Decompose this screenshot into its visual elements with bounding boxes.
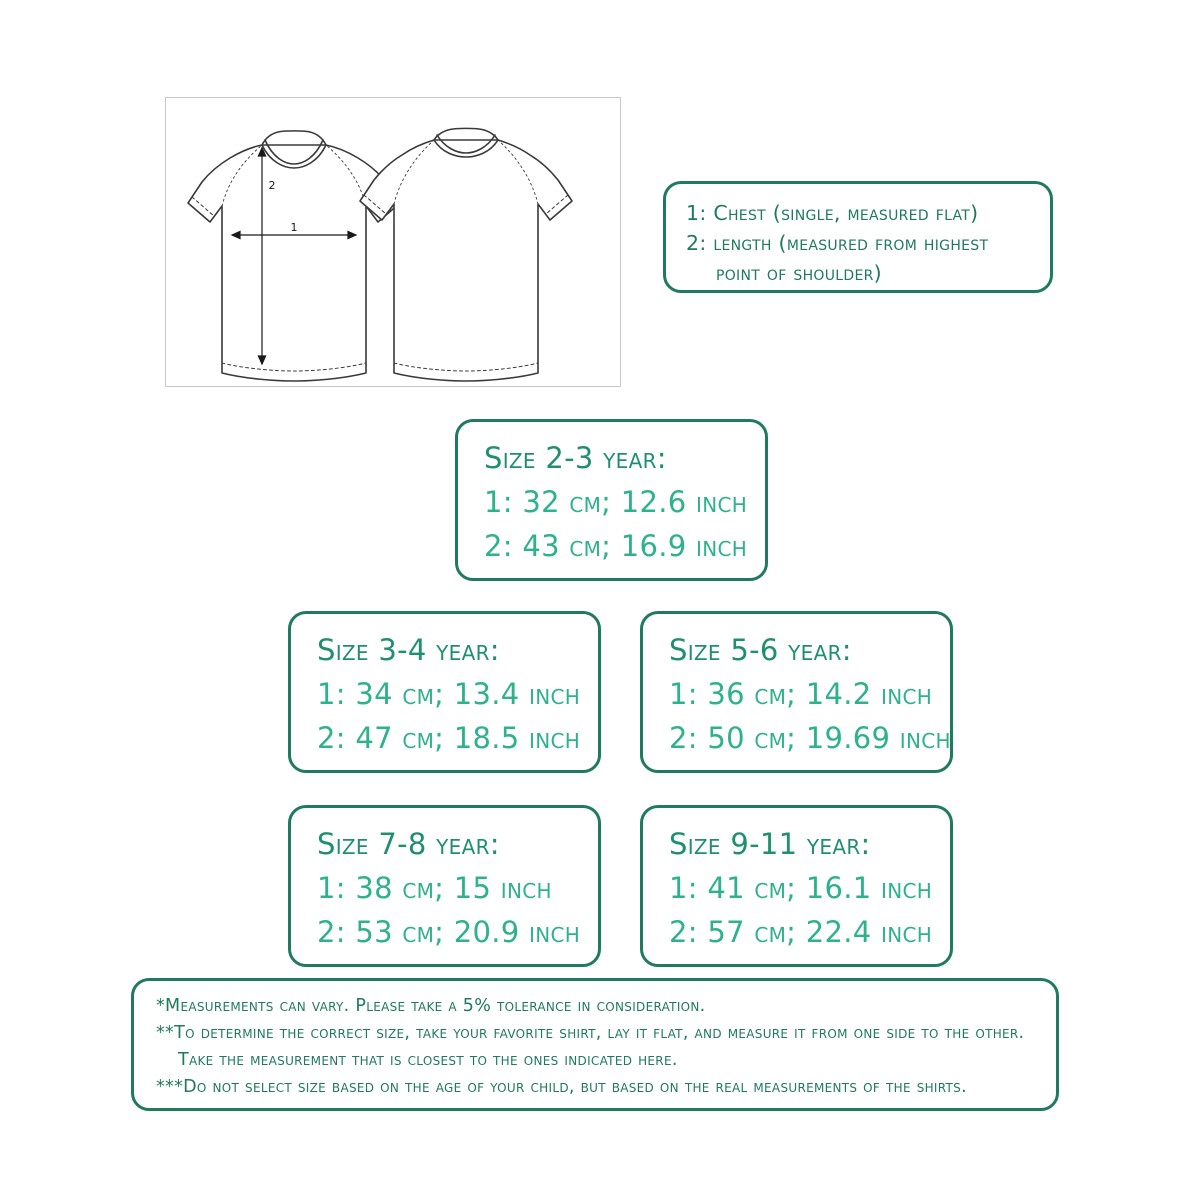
size-card-length: 2: 53 cm; 20.9 inch xyxy=(317,915,581,949)
legend-line-3: point of shoulder) xyxy=(716,261,882,285)
legend-line-2: 2: length (measured from highest xyxy=(686,231,989,255)
size-card-title: Size 3-4 year: xyxy=(317,633,500,667)
length-measure-label: 2 xyxy=(268,179,276,192)
size-card-chest: 1: 34 cm; 13.4 inch xyxy=(317,677,581,711)
size-card-5-6-year xyxy=(640,611,953,773)
size-card-2-3-year xyxy=(455,419,768,581)
size-card-length: 2: 43 cm; 16.9 inch xyxy=(484,529,748,563)
size-card-title: Size 5-6 year: xyxy=(669,633,852,667)
tshirt-measurement-diagram xyxy=(165,97,621,387)
size-card-chest: 1: 38 cm; 15 inch xyxy=(317,871,552,905)
footnote-line-1: *Measurements can vary. Please take a 5% tolerance in consideration. xyxy=(156,996,706,1016)
size-card-title: Size 2-3 year: xyxy=(484,441,667,475)
measurement-legend-box xyxy=(663,181,1053,293)
size-card-7-8-year xyxy=(288,805,601,967)
footnotes-box xyxy=(131,978,1059,1111)
size-card-9-11-year xyxy=(640,805,953,967)
chest-measure-label: 1 xyxy=(290,221,298,234)
size-card-chest: 1: 32 cm; 12.6 inch xyxy=(484,485,748,519)
footnote-line-2: **To determine the correct size, take your favorite shirt, lay it flat, and measure it from one side to the other. xyxy=(156,1023,1025,1043)
footnote-line-4: ***Do not select size based on the age of your child, but based on the real measurements of the shirts. xyxy=(156,1077,967,1097)
legend-line-1: 1: Chest (single, measured flat) xyxy=(686,201,979,225)
size-card-title: Size 7-8 year: xyxy=(317,827,500,861)
size-card-title: Size 9-11 year: xyxy=(669,827,871,861)
size-card-length: 2: 50 cm; 19.69 inch xyxy=(669,721,951,755)
tshirt-diagram-svg xyxy=(166,98,620,386)
size-card-chest: 1: 36 cm; 14.2 inch xyxy=(669,677,933,711)
size-card-length: 2: 47 cm; 18.5 inch xyxy=(317,721,581,755)
footnote-line-3: Take the measurement that is closest to the ones indicated here. xyxy=(178,1050,678,1070)
size-card-3-4-year xyxy=(288,611,601,773)
size-card-length: 2: 57 cm; 22.4 inch xyxy=(669,915,933,949)
size-card-chest: 1: 41 cm; 16.1 inch xyxy=(669,871,933,905)
